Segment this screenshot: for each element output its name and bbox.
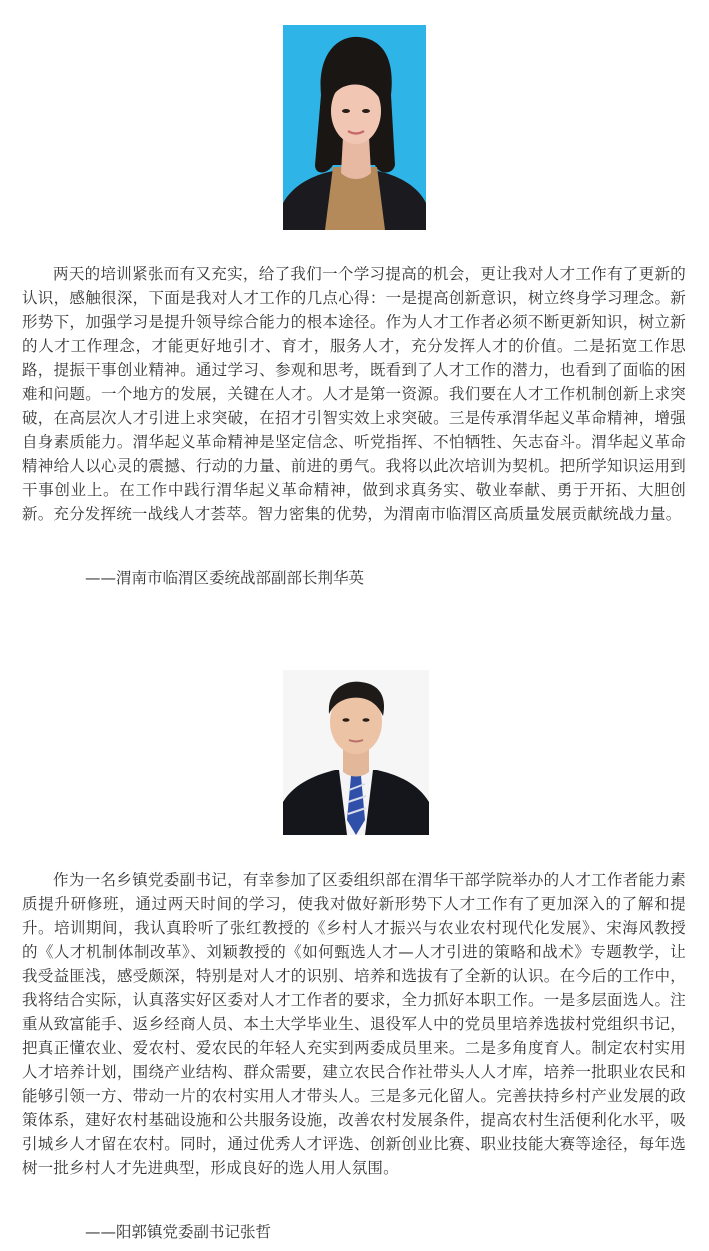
- portrait-photo-woman: [283, 25, 426, 230]
- testimonial-paragraph-1: 两天的培训紧张而有又充实，给了我们一个学习提高的机会，更让我对人才工作有了更新的认识，感触很深，下面是我对人才工作的几点心得：一是提高创新意识，树立终身学习理念。新形势下，加强学习是提升领导综合能力的根本途径。作为人才工作者必须不断更新知识，树立新的人才工作理念，才能更好地引才、育才，服务人才，充分发挥人才的价值。二是拓宽工作思路，提振干事创业精神。通过学习、参观和思考，既看到了人才工作的潜力，也看到了面临的困难和问题。一个地方的发展，关键在人才。人才是第一资源。我们要在人才工作机制创新上求突破，在高层次人才引进上求突破，在招才引智实效上求突破。三是传承渭华起义革命精神，增强自身素质能力。渭华起义革命精神是坚定信念、听党指挥、不怕牺牲、矢志奋斗。渭华起义革命精神给人以心灵的震撼、行动的力量、前进的勇气。我将以此次培训为契机。把所学知识运用到干事创业上。在工作中践行渭华起义革命精神，做到求真务实、敬业奉献、勇于开拓、大胆创新。充分发挥统一战线人才荟萃。智力密集的优势，为渭南市临渭区高质量发展贡献统战力量。: [22, 265, 686, 523]
- testimonial-signature-2: ——阳郭镇党委副书记张哲: [85, 1223, 272, 1241]
- testimonial-signature-1: ——渭南市临渭区委统战部副部长荆华英: [85, 569, 365, 587]
- portrait-photo-man: [283, 670, 429, 835]
- testimonial-paragraph-2: 作为一名乡镇党委副书记，有幸参加了区委组织部在渭华干部学院举办的人才工作者能力素质提升研修班，通过两天时间的学习，使我对做好新形势下人才工作有了更加深入的了解和提升。培训期间，我认真聆听了张红教授的《乡村人才振兴与农业农村现代化发展》、宋海风教授的《人才机制体制改革》、刘颖教授的《如何甄选人才—人才引进的策略和战术》专题教学，让我受益匪浅，感受颇深，特别是对人才的识别、培养和选拔有了全新的认识。在今后的工作中，我将结合实际，认真落实好区委对人才工作者的要求，全力抓好本职工作。一是多层面选人。注重从致富能手、返乡经商人员、本土大学毕业生、退役军人中的党员里培养选拔村党组织书记，把真正懂农业、爱农村、爱农民的年轻人充实到两委成员里来。二是多角度育人。制定农村实用人才培养计划，围绕产业结构、群众需要，建立农民合作社带头人人才库，培养一批职业农民和能够引领一方、带动一片的农村实用人才带头人。三是多元化留人。完善扶持乡村产业发展的政策体系，建好农村基础设施和公共服务设施，改善农村发展条件，提高农村生活便利化水平，吸引城乡人才留在农村。同时，通过优秀人才评选、创新创业比赛、职业技能大赛等途径，每年选树一批乡村人才先进典型，形成良好的选人用人氛围。: [22, 871, 686, 1177]
